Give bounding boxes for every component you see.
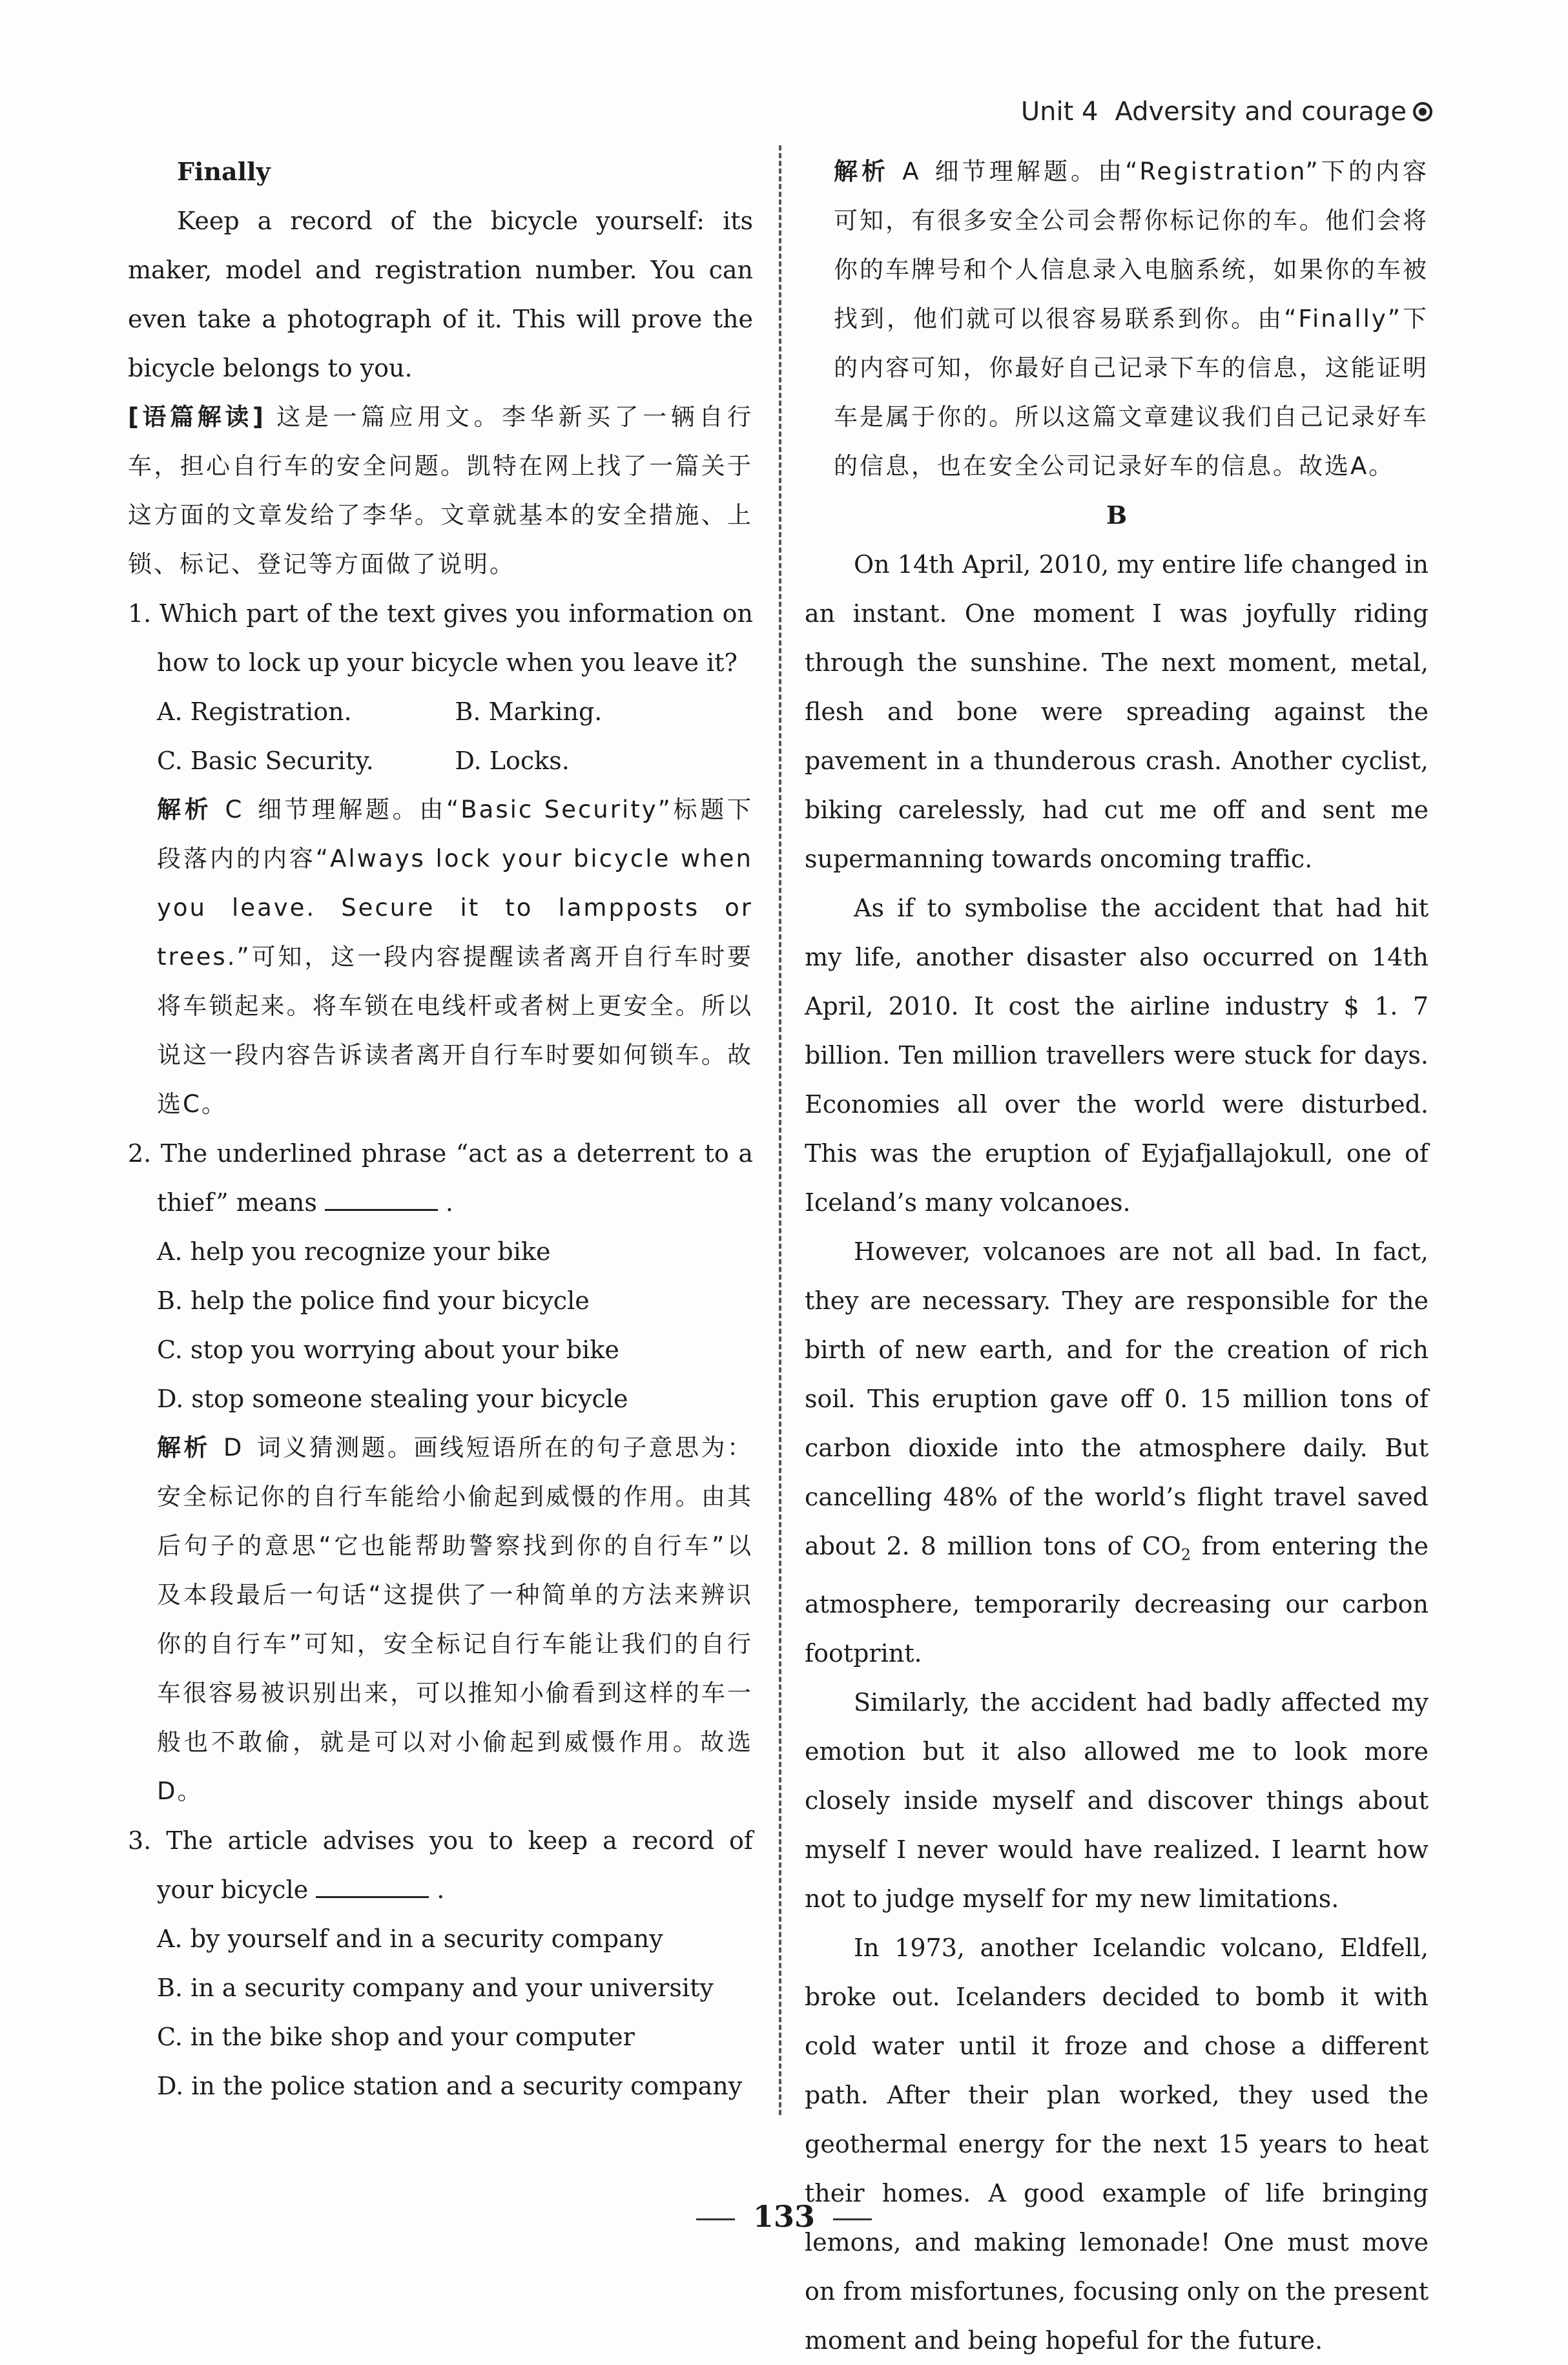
- question-2-stem: [128, 1129, 753, 1227]
- question-1-explanation: [128, 785, 753, 1129]
- finally-text: Keep a record of the bicycle yourself: its maker, model and registration number. You can even take a photograph of it. This will prove the bicycle belongs to you.: [128, 207, 753, 382]
- page-number: [0, 2199, 1568, 2234]
- q1-answer: C: [225, 796, 244, 823]
- question-3-stem: [128, 1816, 753, 1914]
- q3-explanation-label: 解析: [834, 158, 890, 185]
- q2-option-a: A. help you recognize your bike: [157, 1237, 551, 1266]
- q1-option-a: A. Registration.: [157, 697, 352, 726]
- q3-explanation-text: 细节理解题。由“Registration”下的内容可知，有很多安全公司会帮你标记你的车。他们会将你的车牌号和个人信息录入电脑系统，如果你的车被找到，他们就可以很容易联系到你。由“Finally”下的内容可知，你最好自己记录下车的信息，这能证明车是属于你的。所以这篇文章建议我们自己记录好车的信息，也在安全公司记录好车的信息。故选A。: [834, 158, 1429, 480]
- q2-explanation-label: 解析: [157, 1434, 211, 1461]
- question-1-options-row-1: [128, 687, 753, 736]
- running-header: [1021, 97, 1432, 127]
- q3-stem-end: .: [437, 1875, 445, 1904]
- question-2-explanation: [128, 1423, 753, 1816]
- right-column: [805, 147, 1429, 2365]
- q3-blank: [316, 1875, 429, 1898]
- passage-b-paragraph-4: Similarly, the accident had badly affected my emotion but it also allowed me to look more closely inside myself and discover things about myself I never would have realized. I learnt how not to judge myself for my new limitations.: [805, 1688, 1429, 1913]
- analysis-tag: [语篇解读]: [128, 403, 265, 431]
- q1-explanation-text: 细节理解题。由“Basic Security”标题下段落内的内容“Always lock your bicycle when you leave. Secure it to lampposts or trees.”可知，这一段内容提醒读者离开自行车时要将车锁起来。将车锁在电线杆或者树上更安全。所以说这一段内容告诉读者离开自行车时要如何锁车。故选C。: [157, 796, 753, 1118]
- passage-b-paragraph-3: [805, 1227, 1429, 1678]
- section-b-heading: B: [1106, 501, 1128, 530]
- q2-stem-text: 2. The underlined phrase “act as a deterrent to a thief” means: [128, 1139, 753, 1217]
- q3-option-c: C. in the bike shop and your computer: [157, 2023, 635, 2051]
- question-1-options-row-2: [128, 736, 753, 785]
- page-number-dash-right: [833, 2218, 872, 2220]
- p3-text-a: However, volcanoes are not all bad. In fact, they are necessary. They are responsible for the birth of new earth, and for the creation of rich soil. This eruption gave off 0. 15 million tons of carbon dioxide into the atmosphere daily. But cancelling 48% of the world’s flight travel saved about 2. 8 million tons of CO: [805, 1237, 1429, 1560]
- q2-answer: D: [223, 1434, 244, 1461]
- q3-option-d: D. in the police station and a security company: [157, 2072, 743, 2100]
- q1-option-d: D. Locks.: [455, 747, 570, 775]
- question-1-stem: 1. Which part of the text gives you information on how to lock up your bicycle when you leave it?: [128, 599, 753, 677]
- column-divider: [779, 145, 781, 2115]
- q2-option-c: C. stop you worrying about your bike: [157, 1336, 619, 1364]
- p3-subscript: 2: [1181, 1545, 1191, 1564]
- header-unit: Unit 4: [1020, 97, 1099, 127]
- page-number-dash-left: [696, 2218, 735, 2220]
- analysis-paragraph: [128, 393, 753, 589]
- q2-explanation-text: 词义猜测题。画线短语所在的句子意思为：安全标记你的自行车能给小偷起到威慑的作用。由其后句子的意思“它也能帮助警察找到你的自行车”以及本段最后一句话“这提供了一种简单的方法来辨识你的自行车”可知，安全标记自行车能让我们的自行车很容易被识别出来，可以推知小偷看到这样的车一般也不敢偷，就是可以对小偷起到威慑作用。故选D。: [157, 1434, 754, 1805]
- passage-b-paragraph-5: In 1973, another Icelandic volcano, Eldfell, broke out. Icelanders decided to bomb it with cold water until it froze and chose a different path. After their plan worked, they used the geothermal energy for the next 15 years to heat their homes. A good example of life bringing lemons, and making lemonade! One must move on from misfortunes, focusing only on the present moment and being hopeful for the future.: [805, 1933, 1429, 2355]
- q3-answer: A: [902, 158, 921, 185]
- header-title: Adversity and courage: [1115, 97, 1407, 127]
- analysis-text: 这是一篇应用文。李华新买了一辆自行车，担心自行车的安全问题。凯特在网上找了一篇关于这方面的文章发给了李华。文章就基本的安全措施、上锁、标记、登记等方面做了说明。: [128, 403, 753, 578]
- q1-option-c: C. Basic Security.: [157, 747, 374, 775]
- question-3-explanation: [805, 147, 1429, 491]
- q2-blank: [325, 1188, 438, 1211]
- finally-heading: Finally: [177, 157, 271, 186]
- passage-b-paragraph-2: As if to symbolise the accident that had hit my life, another disaster also occurred on 14th April, 2010. It cost the airline industry $ 1. 7 billion. Ten million travellers were stuck for days. Economies all over the world were disturbed. This was the eruption of Eyjafjallajokull, one of Iceland’s many volcanoes.: [805, 894, 1429, 1217]
- bullet-icon: [1413, 102, 1432, 121]
- passage-b-paragraph-1: On 14th April, 2010, my entire life changed in an instant. One moment I was joyfully riding through the sunshine. The next moment, metal, flesh and bone were spreading against the pavement in a thunderous crash. Another cyclist, biking carelessly, had cut me off and sent me supermanning towards oncoming traffic.: [805, 550, 1429, 873]
- q2-option-b: B. help the police find your bicycle: [157, 1286, 590, 1315]
- p3-text-b: from entering the atmosphere, temporarily decreasing our carbon footprint.: [805, 1532, 1429, 1668]
- page-number-text: 133: [752, 2199, 816, 2234]
- q3-option-a: A. by yourself and in a security company: [157, 1925, 663, 1953]
- left-column: [128, 147, 753, 2111]
- q2-stem-end: .: [445, 1188, 454, 1217]
- q3-stem-text: 3. The article advises you to keep a record of your bicycle: [128, 1826, 753, 1904]
- q3-option-b: B. in a security company and your university: [157, 1974, 714, 2002]
- q1-explanation-label: 解析: [157, 796, 212, 823]
- q1-option-b: B. Marking.: [455, 697, 603, 726]
- q2-option-d: D. stop someone stealing your bicycle: [157, 1385, 628, 1413]
